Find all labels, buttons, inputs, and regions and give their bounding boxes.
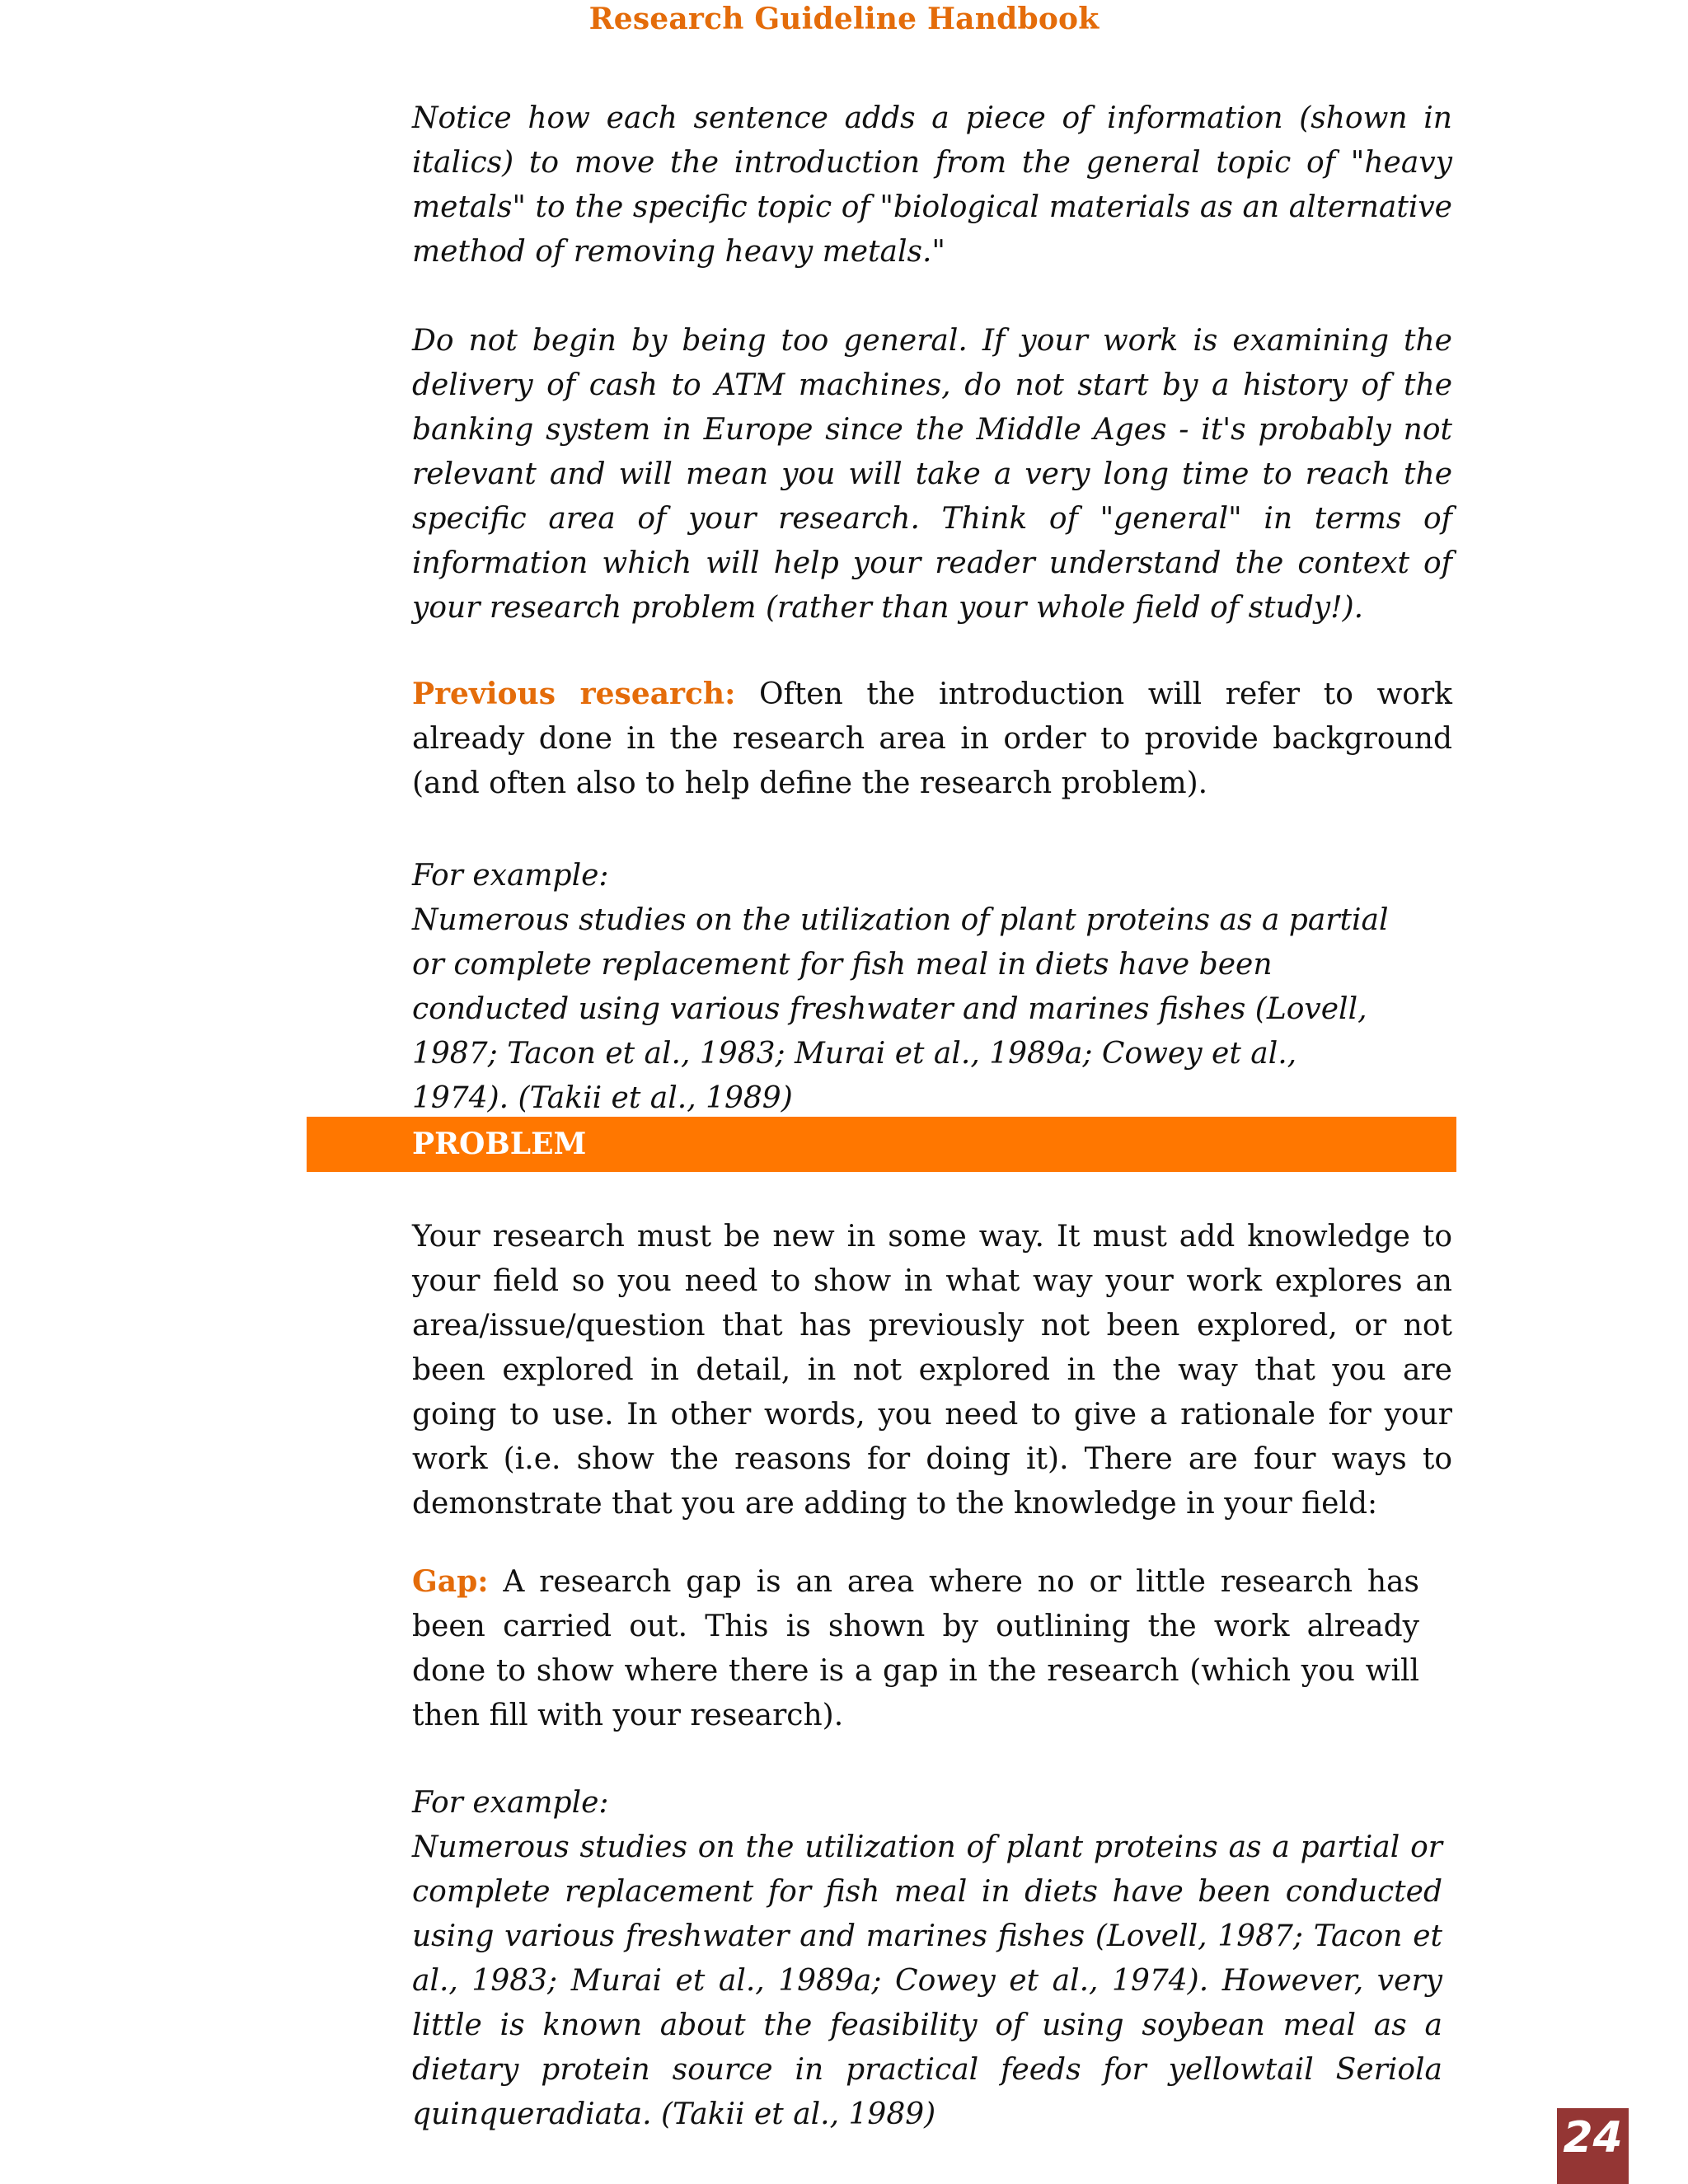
section-title: PROBLEM [412,1127,587,1161]
example2-label: For example: [412,1786,609,1820]
example1-label: For example: [412,859,609,893]
example1-text: Numerous studies on the utilization of plant proteins as a partial or complete replacement for fish meal in diets have been conducted using various freshwater and marines fishes (Lovell, 1987; Tacon et al., 1983; Murai et al., 1989a; Cowey et al., 1974). (Takii et al., 1989) [412,903,1389,1115]
page-number-badge: 24 [1557,2108,1629,2184]
gap-label: Gap: [412,1564,489,1599]
general-advice-paragraph: Do not begin by being too general. If your work is examining the delivery of cash to ATM machines, do not start by a history of the banking system in Europe since the Middle Ages - it's probably not relevant and will mean you will take a very long time to reach the specific area of your research. Think of "general" in terms of information which will help your reader understand the context of your research problem (rather than your whole field of study!). [412,324,1452,625]
intro-note-paragraph: Notice how each sentence adds a piece of information (shown in italics) to move the introduction from the general topic of "heavy metals" to the specific topic of "biological materials as an alternative method of removing heavy metals." [412,101,1452,269]
section-header-bar [307,1117,1456,1172]
running-header-title: Research Guideline Handbook [588,2,1100,36]
previous-research-paragraph [412,672,1452,806]
previous-research-text: Often the introduction will refer to work already done in the research area in order to provide background (and often also to help define the research problem). [412,677,1452,800]
gap-paragraph [412,1559,1419,1738]
example2-text: Numerous studies on the utilization of plant proteins as a partial or complete replacement for fish meal in diets have been conducted using various freshwater and marines fishes (Lovell, 1987; Tacon et al., 1983; Murai et al., 1989a; Cowey et al., 1974). However, very little is known about the feasibility of using soybean meal as a dietary protein source in practical feeds for yellowtail Seriola quinqueradiata. (Takii et al., 1989) [412,1830,1442,2131]
problem-paragraph: Your research must be new in some way. It must add knowledge to your field so you need to show in what way your work explores an area/issue/question that has previously not been explored, or not been explored in detail, in not explored in the way that you are going to use. In other words, you need to give a rationale for your work (i.e. show the reasons for doing it). There are four ways to demonstrate that you are adding to the knowledge in your field: [412,1220,1452,1521]
gap-text: A research gap is an area where no or little research has been carried out. This is shown by outlining the work already done to show where there is a gap in the research (which you will then fill with your research). [412,1565,1419,1732]
previous-research-label: Previous research: [412,677,736,711]
